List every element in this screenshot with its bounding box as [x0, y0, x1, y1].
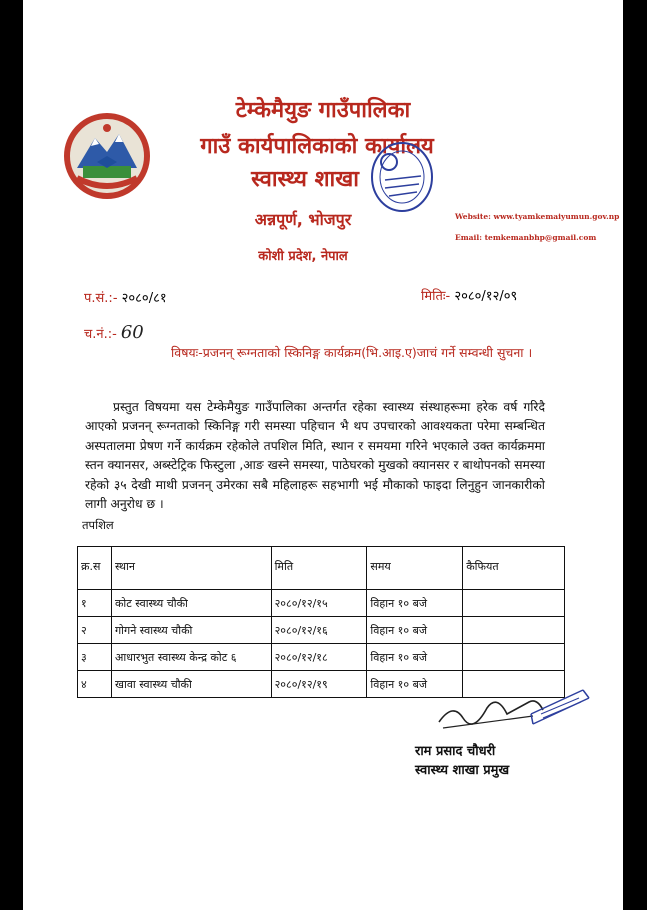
schedule-table	[77, 546, 565, 698]
details-heading: तपशिल	[82, 518, 114, 532]
table-cell: कोट स्वास्थ्य चौकी	[111, 590, 271, 617]
table-cell: विहान १० बजे	[367, 617, 463, 644]
signatory-name: राम प्रसाद चौधरी	[415, 744, 496, 759]
address-line: अन्नपूर्ण, भोजपुर	[254, 210, 352, 229]
signatory-title: स्वास्थ्य शाखा प्रमुख	[415, 763, 510, 778]
section-name: स्वास्थ्य शाखा	[251, 167, 359, 192]
table-cell: ४	[78, 671, 112, 698]
table-cell: आधारभुत स्वास्थ्य केन्द्र कोट ६	[111, 644, 271, 671]
table-header-cell: मिति	[271, 547, 367, 590]
table-cell: खावा स्वास्थ्य चौकी	[111, 671, 271, 698]
table-cell	[463, 617, 565, 644]
office-stamp-icon	[369, 140, 435, 214]
table-cell	[463, 590, 565, 617]
table-row	[78, 617, 565, 644]
email-text: Email: temkemanbhp@gmail.com	[455, 233, 597, 242]
body-paragraph: प्रस्तुत विषयमा यस टेम्केमैयुङ गाउँपालिका अन्तर्गत रहेका स्वास्थ्य संस्थाहरूमा हरेक वर्ष गरिदै आएको प्रजनन् रूग्नताको स्किनिङ्ग गरी समस्या पहिचान भै थप उपचारको आवश्यकता परेमा सम्बन्धित अस्पतालमा प्रेषण गर्ने कार्यक्रम रहेकोले तपशिल मिति, स्थान र समयमा गरिने भएकाले उक्त कार्यक्रममा स्तन क्यानसर, अब्स्टेट्रिक फिस्टुला ,आङ खस्ने समस्या, पाठेघरको मुखको क्यानसर र बाथोपनको समस्या रहेको ३५ देखी माथी प्रजनन् उमेरका सबै महिलाहरू सहभागी भई मौकाको फाइदा लिनुहुन जानकारीको लागी अनुरोध छ ।	[85, 400, 545, 512]
office-name: गाउँ कार्यपालिकाको कार्यालय	[200, 134, 434, 159]
website-text: Website: www.tyamkemaiyumun.gov.np	[455, 212, 620, 221]
table-header-cell: स्थान	[111, 547, 271, 590]
table-cell: विहान १० बजे	[367, 644, 463, 671]
dispatch-value: 60	[120, 322, 144, 343]
table-row	[78, 644, 565, 671]
table-header-cell: क्र.स	[78, 547, 112, 590]
table-cell: २०८०/१२/१९	[271, 671, 367, 698]
dispatch-label: च.नं.:-	[84, 327, 117, 342]
table-header-row	[78, 547, 565, 590]
date-label: मितिः-	[421, 289, 451, 304]
table-cell: १	[78, 590, 112, 617]
table-cell: विहान १० बजे	[367, 590, 463, 617]
reference-value: २०८०/८१	[121, 291, 167, 306]
table-cell: २०८०/१२/१५	[271, 590, 367, 617]
subject-line: विषयः-प्रजनन् रूग्नताको स्किनिङ्ग कार्यक्रम(भि.आइ.ए)जाचं गर्ने सम्वन्धी सुचना ।	[171, 345, 533, 360]
table-cell: ३	[78, 644, 112, 671]
letter-date	[421, 286, 517, 304]
municipality-name: टेम्केमैयुङ गाउँपालिका	[235, 98, 411, 123]
table-cell	[463, 644, 565, 671]
dispatch-number	[84, 322, 144, 343]
table-cell: २	[78, 617, 112, 644]
table-row	[78, 590, 565, 617]
date-value: २०८०/१२/०९	[454, 289, 518, 304]
table-cell: विहान १० बजे	[367, 671, 463, 698]
province-line: कोशी प्रदेश, नेपाल	[258, 249, 348, 264]
reference-number	[84, 288, 167, 306]
table-cell: २०८०/१२/१६	[271, 617, 367, 644]
table-cell: २०८०/१२/१८	[271, 644, 367, 671]
table-header-cell: समय	[367, 547, 463, 590]
reference-label: प.सं.:-	[84, 291, 118, 306]
signature-icon	[433, 684, 593, 734]
letter-page	[23, 0, 623, 910]
table-cell: गोगने स्वास्थ्य चौकी	[111, 617, 271, 644]
table-header-cell: कैफियत	[463, 547, 565, 590]
